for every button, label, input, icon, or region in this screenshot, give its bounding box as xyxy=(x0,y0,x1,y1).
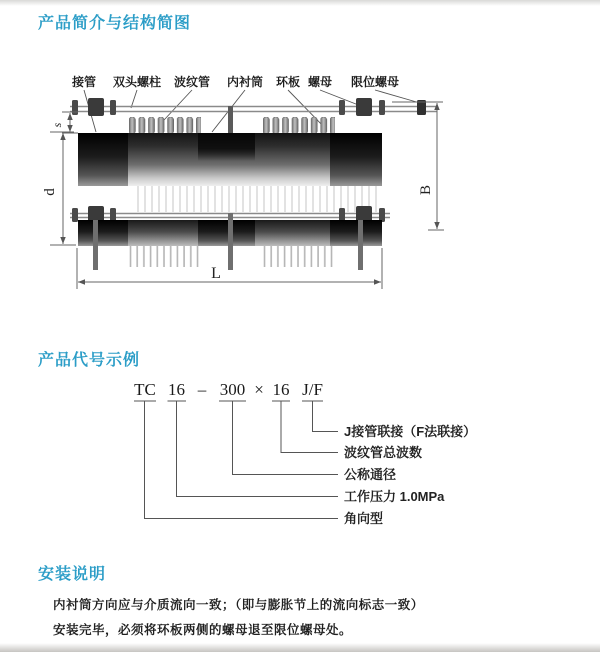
install-note-line1: 内衬筒方向应与介质流向一致；（即与膨胀节上的流向标志一致） xyxy=(53,598,424,612)
code-connector-lines xyxy=(0,340,600,560)
liner-band xyxy=(198,133,255,161)
code-part-type: TC xyxy=(134,380,156,399)
nut xyxy=(339,100,345,115)
tie-rod-upper xyxy=(70,98,437,134)
part-label-bellows: 波纹管 xyxy=(173,75,211,89)
code-part-waves: 16 xyxy=(272,380,290,399)
nut xyxy=(110,208,116,222)
structure-diagram xyxy=(40,62,480,320)
dim-label-s: s xyxy=(50,122,64,128)
section-title-intro: 产品简介与结构简图 xyxy=(38,15,192,32)
nut xyxy=(72,100,78,115)
code-part-pressure: 16 xyxy=(168,380,185,399)
part-labels xyxy=(71,74,399,89)
center-stud xyxy=(228,106,233,134)
code-annotation-joint: J接管联接（F法联接） xyxy=(344,424,477,439)
part-label-nut: 螺母 xyxy=(307,75,333,89)
part-label-limit-nut: 限位螺母 xyxy=(350,75,400,89)
end-cap-left-lower xyxy=(78,220,128,246)
nut xyxy=(356,98,372,116)
nut xyxy=(379,208,385,222)
code-part-diameter: 300 xyxy=(219,380,246,399)
nut xyxy=(110,100,116,115)
code-part-dash: – xyxy=(197,380,207,399)
part-label-ring-plate: 环板 xyxy=(275,75,301,89)
nut xyxy=(379,100,385,115)
liner-band-lower xyxy=(198,220,255,246)
page-top-edge xyxy=(0,0,600,6)
end-cap-left xyxy=(78,133,128,186)
nut xyxy=(339,208,345,222)
code-part-joint: J/F xyxy=(302,380,323,399)
part-label-liner: 内衬筒 xyxy=(226,75,264,89)
body-upper xyxy=(78,133,382,186)
section-title-code: 产品代号示例 xyxy=(38,352,141,369)
part-label-pipe: 接管 xyxy=(71,75,97,89)
nut xyxy=(72,208,78,222)
code-part-times: × xyxy=(254,380,264,399)
dim-label-B: B xyxy=(418,184,434,196)
page-bottom-edge xyxy=(0,643,600,652)
end-cap-right-lower xyxy=(330,220,382,246)
part-label-stud: 双头螺柱 xyxy=(112,75,162,89)
section-title-install: 安装说明 xyxy=(38,566,107,583)
dim-label-d: d xyxy=(42,188,58,196)
nut xyxy=(88,98,104,116)
code-annotation-diameter: 公称通径 xyxy=(344,467,397,482)
end-cap-right xyxy=(330,133,382,186)
dim-label-L: L xyxy=(211,265,221,282)
code-annotation-waves: 波纹管总波数 xyxy=(344,445,423,460)
code-annotation-pressure: 工作压力 1.0MPa xyxy=(344,489,445,504)
install-note-line2: 安装完毕，必须将环板两侧的螺母退至限位螺母处。 xyxy=(53,623,353,637)
code-annotation-type: 角向型 xyxy=(344,511,384,526)
